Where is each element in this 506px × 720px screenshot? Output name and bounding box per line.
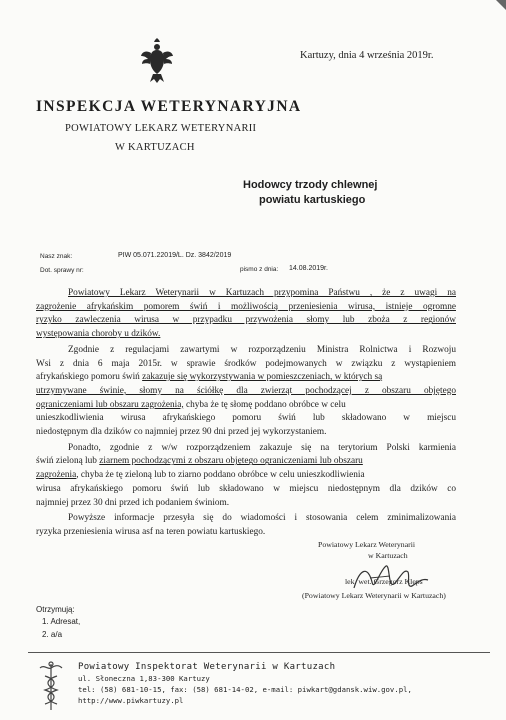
stamp-line-2: w Kartuzach (368, 551, 408, 560)
p3-line-2b: ziarnem pochodzącymi z obszaru objętego ograniczeniami lub obszaru (99, 456, 363, 467)
footer-block (78, 662, 412, 706)
signature-caption: (Powiatowy Lekarz Weterynarii w Kartuzach) (302, 591, 446, 600)
p3-line-1: Ponadto, zgodnie z w/w rozporządzeniem zakazuje się na terytorium Polski karmienia (68, 442, 456, 453)
paragraph-4 (36, 512, 456, 539)
letter-date-label: pismo z dnia: (240, 266, 279, 273)
distribution-title: Otrzymują: (36, 605, 75, 614)
footer-title: Powiatowy Inspektorat Weterynarii w Kartuzach (78, 662, 336, 672)
institution-subtitle: POWIATOWY LEKARZ WETERYNARII (65, 123, 257, 134)
our-ref-label: Nasz znak: (40, 253, 73, 260)
paragraph-3 (36, 442, 456, 511)
p2-line-6: unieszkodliwienia wirusa afrykańskiego pomoru świń lub składowano w miejscu (36, 413, 456, 424)
p3-line-2a: świń zieloną lub (36, 456, 100, 467)
distribution-item-2: 2. a/a (42, 630, 63, 639)
p2-line-5 (36, 399, 456, 413)
p2-line-5a: ograniczeniami lub obszaru zagrożenia, (36, 399, 184, 410)
p1-line-4: występowania choroby u dzików. (36, 329, 161, 340)
p2-line-7: niedostępnym dla dzików co najmniej przez 90 dni przed jej wykorzystaniem. (36, 427, 327, 438)
footer-contacts: tel: (58) 681-10-15, fax: (58) 681-14-02, e-mail: piwkart@gdansk.wiw.gov.pl, (78, 685, 412, 694)
corner-mark-icon (486, 0, 506, 20)
case-no-label: Dot. sprawy nr: (40, 267, 84, 274)
p1-line-3: ryzyko zawleczenia wirusa w przypadku przywożenia słomy lub zboża z regionów (36, 315, 456, 326)
p2-line-5b: chyba że tę słomę poddano obróbce w celu (183, 399, 346, 410)
footer-website: http://www.piwkartuzy.pl (78, 696, 184, 705)
footer-address: ul. Słoneczna 1,83-300 Kartuzy (78, 674, 210, 683)
p3-line-5: najmniej przez 30 dni przed ich podaniem świniom. (36, 497, 230, 508)
recipient-line-2: powiatu kartuskiego (259, 194, 366, 206)
paragraph-1 (36, 287, 456, 342)
recipient-line-1: Hodowcy trzody chlewnej (243, 179, 378, 191)
p3-line-4: wirusa afrykańskiego pomoru świń lub składowano w miejscu niedostępnym dla dzików co (36, 483, 456, 494)
stamp-line-1: Powiatowy Lekarz Weterynarii (318, 540, 416, 549)
recipient-block (243, 178, 377, 208)
letter-date-value: 14.08.2019r. (289, 265, 328, 272)
caduceus-icon (36, 660, 66, 712)
p3-line-3 (36, 469, 456, 483)
eagle-emblem-icon (140, 38, 174, 84)
p2-line-3 (36, 371, 456, 385)
p2-line-1: Zgodnie z regulacjami zawartymi w rozporządzeniu Ministra Rolnictwa i Rozwoju (68, 344, 456, 355)
place-date: Kartuzy, dnia 4 września 2019r. (300, 50, 434, 61)
p4-line-2: ryzyka przeniesienia wirusa asf na teren powiatu kartuskiego. (36, 526, 266, 537)
letter-body (36, 287, 456, 542)
p3-line-2 (36, 455, 456, 469)
p1-line-1: Powiatowy Lekarz Weterynarii w Kartuzach przypomina Państwu , że z uwagi na (68, 288, 456, 298)
our-ref-value: PIW 05.071.22019/L. Dz. 3842/2019 (118, 252, 232, 259)
p3-line-3b: , chyba że tę zieloną lub to ziarno poddano obróbce w celu unieszkodliwienia (76, 470, 365, 481)
p2-line-3b: zakazuje się wykorzystywania w pomieszczeniach, w których są (142, 372, 383, 383)
distribution-item-1: 1. Adresat, (42, 617, 81, 626)
footer-divider (28, 652, 490, 653)
p2-line-3a: afrykańskiego pomoru świń (36, 372, 143, 383)
p4-line-1: Powyższe informacje przesyła się do wiadomości i stosowania celem zminimalizowania (68, 513, 456, 524)
p2-line-2: Wsi z dnia 6 maja 2015r. w sprawie środków podejmowanych w związku z wystąpieniem (36, 358, 456, 369)
institution-name: INSPEKCJA WETERYNARYJNA (36, 98, 302, 115)
p1-line-2: zagrożenie afrykańskim pomorem świń i możliwością przeniesienia wirusa, istnieje ogromne (36, 301, 456, 312)
paragraph-2 (36, 344, 456, 440)
p3-line-3a: zagrożenia (36, 470, 77, 481)
p2-line-4: utrzymywane świnie, słomy na ściółkę dla zwierząt pochodzącej z obszaru objętego (36, 385, 456, 396)
institution-location: W KARTUZACH (115, 142, 195, 153)
stamp-line-3: lek. wet. Grzegorz Kleps (345, 577, 423, 586)
